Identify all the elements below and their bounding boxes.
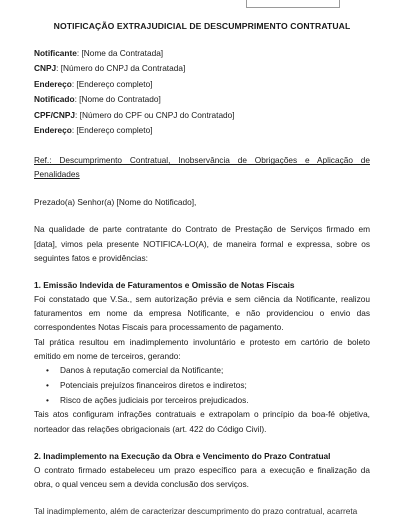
section-1-bullet-list — [34, 363, 370, 407]
section-2-heading: 2. Inadimplemento na Execução da Obra e Vencimento do Prazo Contratual — [34, 450, 331, 461]
party-value: : [Endereço completo] — [71, 125, 153, 136]
party-label: CPF/CNPJ — [34, 109, 76, 120]
party-value: : [Número do CPF ou CNPJ do Contratado] — [75, 109, 235, 120]
party-notificante — [34, 46, 370, 61]
party-value: : [Endereço completo] — [71, 78, 153, 89]
party-cnpj — [34, 61, 370, 76]
section-2-paragraph-2: Tal inadimplemento, além de caracterizar descumprimento do prazo contratual, acarreta — [34, 506, 358, 517]
section-1-heading: 1. Emissão Indevida de Faturamentos e Omissão de Notas Fiscais — [34, 280, 295, 291]
section-1-paragraph-1: Foi constatado que V.Sa., sem autorização prévia e sem ciência da Notificante, realizou faturamentos em nome da empresa Notificante, e não providenciou o envio das correspondentes Notas Fiscais para processamento de pagamento. — [34, 294, 370, 333]
intro-paragraph: Na qualidade de parte contratante do Contrato de Prestação de Serviços firmado em [data], vimos pela presente NOTIFICA-LO(A), de maneira formal e expressa, sobre os seguintes fatos e providências: — [34, 224, 370, 263]
party-value: : [Nome da Contratada] — [76, 48, 164, 58]
document-title: NOTIFICAÇÃO EXTRAJUDICIAL DE DESCUMPRIMENTO CONTRATUAL — [53, 21, 351, 31]
parties-block — [34, 46, 370, 138]
party-label: Endereço — [34, 125, 72, 136]
party-label: Notificado — [34, 94, 75, 105]
bullet-item: • Risco de ações judiciais por terceiros prejudicados. — [46, 393, 370, 408]
greeting-line: Prezado(a) Senhor(a) [Nome do Notificado], — [34, 197, 197, 208]
party-notificado — [34, 92, 370, 107]
bullet-item: • Danos à reputação comercial da Notificante; — [46, 363, 370, 378]
party-label: Notificante — [34, 48, 77, 58]
section-2-paragraph-1: O contrato firmado estabeleceu um prazo específico para a execução e finalização da obra, o qual venceu sem a devida conclusão dos serviços. — [34, 464, 370, 490]
party-label: Endereço — [34, 78, 72, 89]
section-1-paragraph-3: Tais atos configuram infrações contratuais e extrapolam o princípio da boa-fé objetiva, norteador das relações obrigacionais (art. 422 do Código Civil). — [34, 409, 370, 434]
party-endereco-notificado — [34, 123, 370, 138]
party-value: : [Número do CNPJ da Contratada] — [56, 63, 186, 74]
party-label: CNPJ — [34, 63, 57, 74]
party-value: : [Nome do Contratado] — [74, 94, 161, 105]
bullet-item: • Potenciais prejuízos financeiros diretos e indiretos; — [46, 378, 370, 393]
party-cpf-cnpj — [34, 108, 370, 123]
top-tab-decoration — [246, 0, 340, 8]
section-1-paragraph-2: Tal prática resultou em inadimplemento involuntário e protesto em cartório de boleto emitido em nome de terceiros, gerando: — [34, 336, 370, 361]
party-endereco-notificante — [34, 77, 370, 92]
reference-line: Ref.: Descumprimento Contratual, Inobservância de Obrigações e Aplicação de Penalidades — [34, 155, 370, 180]
